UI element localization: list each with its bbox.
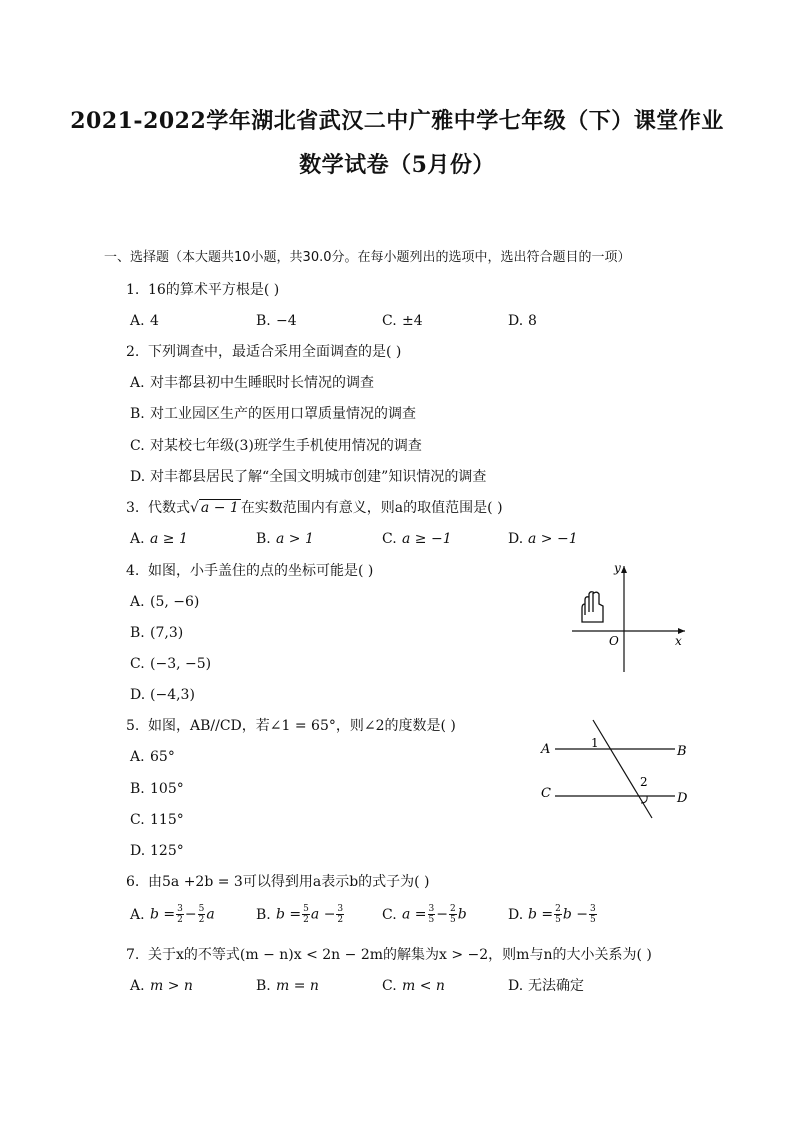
option-a[interactable]: A. b = $\frac{3}{2}$ − $\frac{5}{2}$ a bbox=[130, 904, 215, 925]
x-axis-label: x bbox=[675, 634, 682, 648]
question-text: 关于x的不等式(m − n)x < 2n − 2m的解集为x > −2，则m与n的大小关系为( ) bbox=[148, 947, 652, 963]
question-3: 3. 代数式√ a − 1 在实数范围内有意义，则a的取值范围是( ) bbox=[126, 500, 503, 516]
question-text: 如图，AB//CD，若∠1 = 65°，则∠2的度数是( ) bbox=[148, 718, 456, 734]
section-heading: 一、选择题（本大题共10小题，共30.0分。在每小题列出的选项中，选出符合题目的一项） bbox=[104, 250, 631, 265]
option-c[interactable]: C. 对某校七年级(3)班学生手机使用情况的调查 bbox=[130, 438, 422, 454]
question-number: 1. bbox=[126, 282, 140, 298]
option-b[interactable]: B. 105° bbox=[130, 781, 184, 797]
option-d[interactable]: D. b = $\frac{2}{5}$ b − $\frac{3}{5}$ bbox=[508, 904, 596, 925]
option-d[interactable]: D. (−4,3) bbox=[130, 687, 195, 703]
angle-1-label: 1 bbox=[591, 736, 599, 750]
parallel-lines-figure bbox=[535, 715, 700, 825]
option-a[interactable]: A. 65° bbox=[130, 749, 175, 765]
label-d: D bbox=[677, 791, 688, 806]
option-a[interactable]: A. 对丰都县初中生睡眠时长情况的调查 bbox=[130, 375, 374, 391]
question-1 bbox=[126, 280, 279, 300]
question-6 bbox=[126, 872, 430, 892]
option-d[interactable]: D. a > −1 bbox=[508, 531, 578, 547]
option-d[interactable]: D. 对丰都县居民了解“全国文明城市创建”知识情况的调查 bbox=[130, 469, 487, 485]
option-c[interactable]: C. 115° bbox=[130, 812, 184, 828]
y-axis-label: y bbox=[614, 561, 621, 575]
option-a[interactable]: A. (5, −6) bbox=[130, 594, 200, 610]
question-7 bbox=[126, 945, 652, 965]
angle-2-label: 2 bbox=[640, 775, 648, 789]
option-b[interactable]: B. m = n bbox=[256, 978, 319, 994]
question-text: 如图，小手盖住的点的坐标可能是( ) bbox=[148, 563, 374, 579]
option-d[interactable]: D. 无法确定 bbox=[508, 978, 584, 994]
exam-title-line1: 2021-2022学年湖北省武汉二中广雅中学七年级（下）课堂作业 bbox=[70, 108, 724, 134]
question-number: 3. bbox=[126, 500, 140, 516]
option-b[interactable]: B. 对工业园区生产的医用口罩质量情况的调查 bbox=[130, 406, 416, 422]
label-b: B bbox=[677, 744, 687, 759]
option-b[interactable]: B. a > 1 bbox=[256, 531, 314, 547]
label-a: A bbox=[541, 742, 551, 757]
question-2 bbox=[126, 342, 401, 362]
question-5 bbox=[126, 716, 456, 736]
question-text: 由5a +2b = 3可以得到用a表示b的式子为( ) bbox=[148, 874, 430, 890]
option-b[interactable]: B. b = $\frac{5}{2}$ a − $\frac{3}{2}$ bbox=[256, 904, 344, 925]
question-4 bbox=[126, 561, 373, 581]
option-d[interactable]: D. 125° bbox=[130, 843, 184, 859]
y-arrow-icon bbox=[621, 566, 627, 573]
hand-icon bbox=[582, 592, 603, 622]
option-a[interactable]: A. 4 bbox=[130, 313, 159, 329]
option-c[interactable]: C. a ≥ −1 bbox=[382, 531, 452, 547]
question-number: 7. bbox=[126, 947, 140, 963]
option-a[interactable]: A. a ≥ 1 bbox=[130, 531, 188, 547]
label-c: C bbox=[541, 786, 551, 801]
option-c[interactable]: C. m < n bbox=[382, 978, 445, 994]
radicand: a − 1 bbox=[200, 500, 239, 516]
option-b[interactable]: B. −4 bbox=[256, 313, 297, 329]
question-text: 下列调查中，最适合采用全面调查的是( ) bbox=[148, 344, 402, 360]
question-number: 5. bbox=[126, 718, 140, 734]
option-b[interactable]: B. (7,3) bbox=[130, 625, 184, 641]
question-text: 16的算术平方根是( ) bbox=[148, 282, 280, 298]
coordinate-figure bbox=[560, 560, 700, 680]
question-number: 6. bbox=[126, 874, 140, 890]
origin-label: O bbox=[609, 634, 619, 648]
question-number: 4. bbox=[126, 563, 140, 579]
question-number: 2. bbox=[126, 344, 140, 360]
option-d[interactable]: D. 8 bbox=[508, 313, 537, 329]
exam-title-line2: 数学试卷（5月份） bbox=[299, 152, 495, 178]
option-a[interactable]: A. m > n bbox=[130, 978, 193, 994]
option-c[interactable]: C. a = $\frac{3}{5}$ − $\frac{2}{5}$ b bbox=[382, 904, 467, 925]
option-c[interactable]: C. (−3, −5) bbox=[130, 656, 212, 672]
option-c[interactable]: C. ±4 bbox=[382, 313, 423, 329]
